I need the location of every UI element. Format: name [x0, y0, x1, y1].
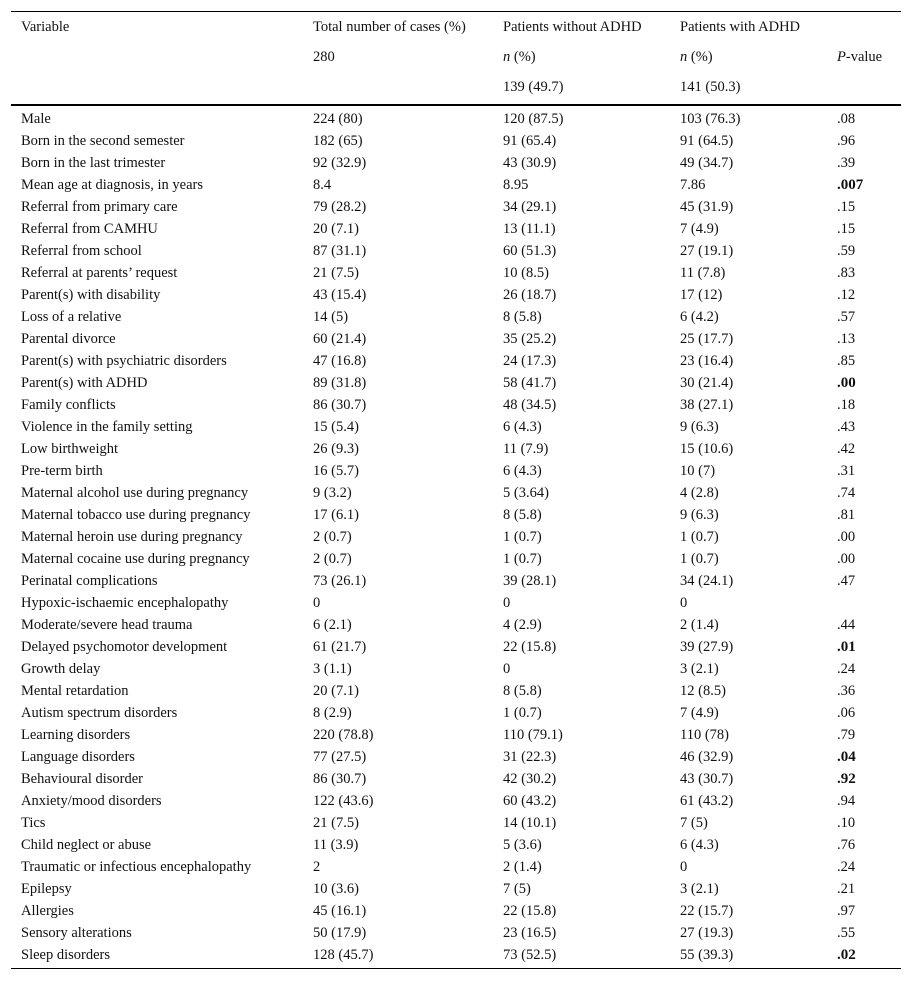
- table-row: [11, 548, 901, 570]
- cell-total: 87 (31.1): [313, 243, 367, 259]
- cell-without-adhd: 1 (0.7): [503, 705, 542, 721]
- cell-variable: Maternal heroin use during pregnancy: [21, 529, 243, 545]
- cell-p-value: .18: [837, 397, 856, 413]
- cell-without-adhd: 1 (0.7): [503, 529, 542, 545]
- cell-with-adhd: 30 (21.4): [680, 375, 734, 391]
- table-row: [11, 174, 901, 196]
- cell-with-adhd: 6 (4.3): [680, 837, 719, 853]
- cell-p-value: .81: [837, 507, 856, 523]
- cell-variable: Born in the last trimester: [21, 155, 166, 171]
- cell-with-adhd: 39 (27.9): [680, 639, 734, 655]
- cell-p-value: .74: [837, 485, 856, 501]
- cell-with-adhd: 2 (1.4): [680, 617, 719, 633]
- cell-p-value: .01: [837, 639, 856, 655]
- cell-without-adhd: 22 (15.8): [503, 903, 557, 919]
- cell-variable: Anxiety/mood disorders: [21, 793, 162, 809]
- cell-p-value: .92: [837, 771, 856, 787]
- table-row: [11, 614, 901, 636]
- cell-without-adhd: 26 (18.7): [503, 287, 557, 303]
- cell-total: 0: [313, 595, 321, 611]
- cell-without-adhd: 0: [503, 595, 511, 611]
- table-row: [11, 900, 901, 922]
- cell-with-adhd: 49 (34.7): [680, 155, 734, 171]
- cell-p-value: .47: [837, 573, 856, 589]
- table-row: [11, 372, 901, 394]
- cell-without-adhd: 58 (41.7): [503, 375, 557, 391]
- table-row: [11, 240, 901, 262]
- cell-total: 86 (30.7): [313, 771, 367, 787]
- cell-without-adhd: 11 (7.9): [503, 441, 549, 457]
- cell-p-value: .15: [837, 221, 856, 237]
- cell-total: 9 (3.2): [313, 485, 352, 501]
- cell-without-adhd: 110 (79.1): [503, 727, 563, 743]
- cell-variable: Loss of a relative: [21, 309, 122, 325]
- cell-total: 50 (17.9): [313, 925, 367, 941]
- cell-with-adhd: 0: [680, 859, 688, 875]
- header-variable: Variable: [21, 19, 70, 35]
- cell-variable: Behavioural disorder: [21, 771, 144, 787]
- cell-without-adhd: 8.95: [503, 177, 529, 193]
- table-row: [11, 438, 901, 460]
- cell-total: 47 (16.8): [313, 353, 367, 369]
- table-row: [11, 284, 901, 306]
- cell-variable: Maternal cocaine use during pregnancy: [21, 551, 250, 567]
- header-with-n: n (%): [680, 49, 713, 65]
- table-row: [11, 856, 901, 878]
- cell-p-value: .43: [837, 419, 856, 435]
- cell-p-value: .96: [837, 133, 856, 149]
- table-row: [11, 592, 901, 614]
- table-row: [11, 130, 901, 152]
- cell-p-value: .94: [837, 793, 856, 809]
- cell-p-value: .04: [837, 749, 856, 765]
- cell-p-value: .57: [837, 309, 856, 325]
- cell-p-value: .36: [837, 683, 856, 699]
- cell-p-value: .21: [837, 881, 856, 897]
- table-row: [11, 636, 901, 658]
- table-row: [11, 526, 901, 548]
- cell-p-value: .00: [837, 551, 856, 567]
- cell-with-adhd: 46 (32.9): [680, 749, 734, 765]
- table-row: [11, 570, 901, 592]
- cell-variable: Moderate/severe head trauma: [21, 617, 193, 633]
- cell-variable: Referral from primary care: [21, 199, 178, 215]
- cell-without-adhd: 8 (5.8): [503, 507, 542, 523]
- table-row: [11, 702, 901, 724]
- cell-without-adhd: 60 (43.2): [503, 793, 557, 809]
- cell-variable: Mental retardation: [21, 683, 129, 699]
- cell-with-adhd: 23 (16.4): [680, 353, 734, 369]
- cell-total: 61 (21.7): [313, 639, 367, 655]
- cell-with-adhd: 34 (24.1): [680, 573, 734, 589]
- cell-with-adhd: 6 (4.2): [680, 309, 719, 325]
- table-row: [11, 105, 901, 130]
- cell-total: 77 (27.5): [313, 749, 367, 765]
- table-row: [11, 878, 901, 900]
- cell-without-adhd: 6 (4.3): [503, 419, 542, 435]
- cell-without-adhd: 48 (34.5): [503, 397, 557, 413]
- cell-variable: Referral from CAMHU: [21, 221, 158, 237]
- cell-variable: Parent(s) with psychiatric disorders: [21, 353, 227, 369]
- cell-total: 224 (80): [313, 111, 363, 127]
- cell-with-adhd: 7 (4.9): [680, 705, 719, 721]
- table-row: [11, 482, 901, 504]
- header-with-label: Patients with ADHD: [680, 19, 801, 35]
- cell-with-adhd: 91 (64.5): [680, 133, 734, 149]
- cell-total: 17 (6.1): [313, 507, 359, 523]
- cell-with-adhd: 0: [680, 595, 688, 611]
- cell-p-value: .10: [837, 815, 856, 831]
- table-header: [11, 12, 901, 106]
- cell-without-adhd: 31 (22.3): [503, 749, 557, 765]
- cell-with-adhd: 3 (2.1): [680, 661, 719, 677]
- table-row: [11, 922, 901, 944]
- header-total-label: Total number of cases (%): [313, 19, 466, 35]
- table-row: [11, 306, 901, 328]
- cell-with-adhd: 7 (5): [680, 815, 708, 831]
- table-row: [11, 218, 901, 240]
- cell-without-adhd: 5 (3.64): [503, 485, 549, 501]
- cell-variable: Family conflicts: [21, 397, 116, 413]
- cell-without-adhd: 13 (11.1): [503, 221, 556, 237]
- cell-total: 16 (5.7): [313, 463, 359, 479]
- cell-p-value: .31: [837, 463, 856, 479]
- cell-p-value: .76: [837, 837, 856, 853]
- cell-total: 73 (26.1): [313, 573, 367, 589]
- cell-total: 21 (7.5): [313, 265, 359, 281]
- cell-p-value: .44: [837, 617, 856, 633]
- cell-total: 79 (28.2): [313, 199, 367, 215]
- cell-with-adhd: 1 (0.7): [680, 551, 719, 567]
- cell-total: 10 (3.6): [313, 881, 359, 897]
- cell-total: 89 (31.8): [313, 375, 367, 391]
- cell-total: 8 (2.9): [313, 705, 352, 721]
- cell-variable: Maternal tobacco use during pregnancy: [21, 507, 251, 523]
- cell-without-adhd: 35 (25.2): [503, 331, 557, 347]
- cell-without-adhd: 7 (5): [503, 881, 531, 897]
- cell-total: 20 (7.1): [313, 221, 359, 237]
- cell-variable: Mean age at diagnosis, in years: [21, 177, 204, 193]
- cell-with-adhd: 61 (43.2): [680, 793, 734, 809]
- cell-p-value: .12: [837, 287, 856, 303]
- cell-variable: Tics: [21, 815, 46, 831]
- cell-p-value: .00: [837, 529, 856, 545]
- table-row: [11, 680, 901, 702]
- cell-total: 45 (16.1): [313, 903, 367, 919]
- cell-variable: Parent(s) with disability: [21, 287, 161, 303]
- cell-without-adhd: 43 (30.9): [503, 155, 557, 171]
- cell-without-adhd: 120 (87.5): [503, 111, 564, 127]
- table-row: [11, 834, 901, 856]
- cell-total: 220 (78.8): [313, 727, 374, 743]
- cell-with-adhd: 27 (19.1): [680, 243, 734, 259]
- cell-variable: Parental divorce: [21, 331, 116, 347]
- cell-without-adhd: 23 (16.5): [503, 925, 557, 941]
- cell-without-adhd: 6 (4.3): [503, 463, 542, 479]
- cell-without-adhd: 22 (15.8): [503, 639, 557, 655]
- cell-variable: Hypoxic-ischaemic encephalopathy: [21, 595, 229, 611]
- cell-total: 122 (43.6): [313, 793, 374, 809]
- cell-variable: Born in the second semester: [21, 133, 185, 149]
- cell-variable: Growth delay: [21, 661, 101, 677]
- cell-variable: Language disorders: [21, 749, 135, 765]
- cell-total: 3 (1.1): [313, 661, 352, 677]
- table-row: [11, 746, 901, 768]
- cell-with-adhd: 11 (7.8): [680, 265, 726, 281]
- table-row: [11, 152, 901, 174]
- cell-p-value: .39: [837, 155, 856, 171]
- cell-without-adhd: 73 (52.5): [503, 947, 557, 963]
- cell-without-adhd: 8 (5.8): [503, 683, 542, 699]
- table-row: [11, 262, 901, 284]
- cell-total: 2 (0.7): [313, 529, 352, 545]
- cell-total: 11 (3.9): [313, 837, 359, 853]
- cell-without-adhd: 60 (51.3): [503, 243, 557, 259]
- cell-total: 20 (7.1): [313, 683, 359, 699]
- results-table-container: [11, 11, 901, 969]
- cell-variable: Sleep disorders: [21, 947, 110, 963]
- cell-with-adhd: 9 (6.3): [680, 507, 719, 523]
- cell-total: 21 (7.5): [313, 815, 359, 831]
- cell-variable: Sensory alterations: [21, 925, 132, 941]
- cell-with-adhd: 7 (4.9): [680, 221, 719, 237]
- cell-with-adhd: 17 (12): [680, 287, 723, 303]
- cell-variable: Autism spectrum disorders: [21, 705, 178, 721]
- cell-variable: Parent(s) with ADHD: [21, 375, 148, 391]
- cell-total: 92 (32.9): [313, 155, 367, 171]
- cell-without-adhd: 10 (8.5): [503, 265, 549, 281]
- table-row: [11, 350, 901, 372]
- cell-p-value: .15: [837, 199, 856, 215]
- cell-with-adhd: 12 (8.5): [680, 683, 726, 699]
- cell-p-value: [827, 592, 901, 614]
- cell-without-adhd: 24 (17.3): [503, 353, 557, 369]
- header-p-value: P-value: [837, 49, 883, 65]
- cell-p-value: .13: [837, 331, 856, 347]
- cell-total: 26 (9.3): [313, 441, 359, 457]
- table-row: [11, 812, 901, 834]
- cell-total: 86 (30.7): [313, 397, 367, 413]
- cell-p-value: .02: [837, 947, 856, 963]
- cell-variable: Traumatic or infectious encephalopathy: [21, 859, 252, 875]
- cell-with-adhd: 110 (78): [680, 727, 729, 743]
- cell-p-value: .97: [837, 903, 856, 919]
- header-without-n: n (%): [503, 49, 536, 65]
- table-row: [11, 790, 901, 812]
- cell-total: 6 (2.1): [313, 617, 352, 633]
- cell-without-adhd: 0: [503, 661, 511, 677]
- cell-without-adhd: 5 (3.6): [503, 837, 542, 853]
- cell-variable: Learning disorders: [21, 727, 131, 743]
- header-without-label: Patients without ADHD: [503, 19, 642, 35]
- cell-variable: Allergies: [21, 903, 74, 919]
- cell-p-value: .24: [837, 859, 856, 875]
- cell-with-adhd: 3 (2.1): [680, 881, 719, 897]
- cell-p-value: .85: [837, 353, 856, 369]
- cell-with-adhd: 27 (19.3): [680, 925, 734, 941]
- table-row: [11, 768, 901, 790]
- cell-with-adhd: 1 (0.7): [680, 529, 719, 545]
- cell-without-adhd: 34 (29.1): [503, 199, 557, 215]
- cell-total: 182 (65): [313, 133, 363, 149]
- cell-with-adhd: 4 (2.8): [680, 485, 719, 501]
- cell-without-adhd: 4 (2.9): [503, 617, 542, 633]
- header-with-count: 141 (50.3): [680, 79, 741, 95]
- cell-total: 60 (21.4): [313, 331, 367, 347]
- cell-with-adhd: 43 (30.7): [680, 771, 734, 787]
- table-body: [11, 105, 901, 969]
- cell-p-value: .007: [837, 177, 864, 193]
- cell-variable: Epilepsy: [21, 881, 72, 897]
- cell-p-value: .83: [837, 265, 856, 281]
- cell-with-adhd: 55 (39.3): [680, 947, 734, 963]
- cell-with-adhd: 45 (31.9): [680, 199, 734, 215]
- header-without-count: 139 (49.7): [503, 79, 564, 95]
- cell-without-adhd: 1 (0.7): [503, 551, 542, 567]
- table-row: [11, 416, 901, 438]
- cell-total: 2: [313, 859, 321, 875]
- cell-p-value: .24: [837, 661, 856, 677]
- cell-p-value: .06: [837, 705, 856, 721]
- cell-variable: Violence in the family setting: [21, 419, 193, 435]
- cell-variable: Child neglect or abuse: [21, 837, 152, 853]
- cell-with-adhd: 38 (27.1): [680, 397, 734, 413]
- cell-total: 43 (15.4): [313, 287, 367, 303]
- cell-p-value: .79: [837, 727, 856, 743]
- cell-p-value: .59: [837, 243, 856, 259]
- results-table: [11, 11, 901, 969]
- table-row: [11, 658, 901, 680]
- table-row: [11, 394, 901, 416]
- cell-variable: Male: [21, 111, 51, 127]
- table-row: [11, 504, 901, 526]
- cell-with-adhd: 22 (15.7): [680, 903, 734, 919]
- header-total-n: 280: [313, 49, 335, 65]
- cell-p-value: .08: [837, 111, 856, 127]
- cell-with-adhd: 25 (17.7): [680, 331, 734, 347]
- cell-variable: Referral at parents’ request: [21, 265, 178, 281]
- cell-variable: Low birthweight: [21, 441, 119, 457]
- cell-p-value: .42: [837, 441, 856, 457]
- cell-total: 2 (0.7): [313, 551, 352, 567]
- cell-total: 15 (5.4): [313, 419, 359, 435]
- cell-with-adhd: 7.86: [680, 177, 706, 193]
- cell-with-adhd: 9 (6.3): [680, 419, 719, 435]
- table-row: [11, 460, 901, 482]
- cell-without-adhd: 2 (1.4): [503, 859, 542, 875]
- table-row: [11, 724, 901, 746]
- cell-without-adhd: 91 (65.4): [503, 133, 557, 149]
- cell-variable: Delayed psychomotor development: [21, 639, 228, 655]
- cell-variable: Referral from school: [21, 243, 142, 259]
- cell-total: 128 (45.7): [313, 947, 374, 963]
- cell-p-value: .55: [837, 925, 856, 941]
- cell-with-adhd: 10 (7): [680, 463, 716, 479]
- cell-with-adhd: 103 (76.3): [680, 111, 741, 127]
- cell-without-adhd: 39 (28.1): [503, 573, 557, 589]
- table-row: [11, 328, 901, 350]
- cell-without-adhd: 14 (10.1): [503, 815, 557, 831]
- cell-total: 14 (5): [313, 309, 349, 325]
- cell-variable: Maternal alcohol use during pregnancy: [21, 485, 249, 501]
- cell-with-adhd: 15 (10.6): [680, 441, 734, 457]
- cell-total: 8.4: [313, 177, 332, 193]
- table-row: [11, 944, 901, 969]
- cell-variable: Perinatal complications: [21, 573, 158, 589]
- table-row: [11, 196, 901, 218]
- cell-variable: Pre-term birth: [21, 463, 103, 479]
- cell-p-value: .00: [837, 375, 856, 391]
- cell-without-adhd: 42 (30.2): [503, 771, 557, 787]
- cell-without-adhd: 8 (5.8): [503, 309, 542, 325]
